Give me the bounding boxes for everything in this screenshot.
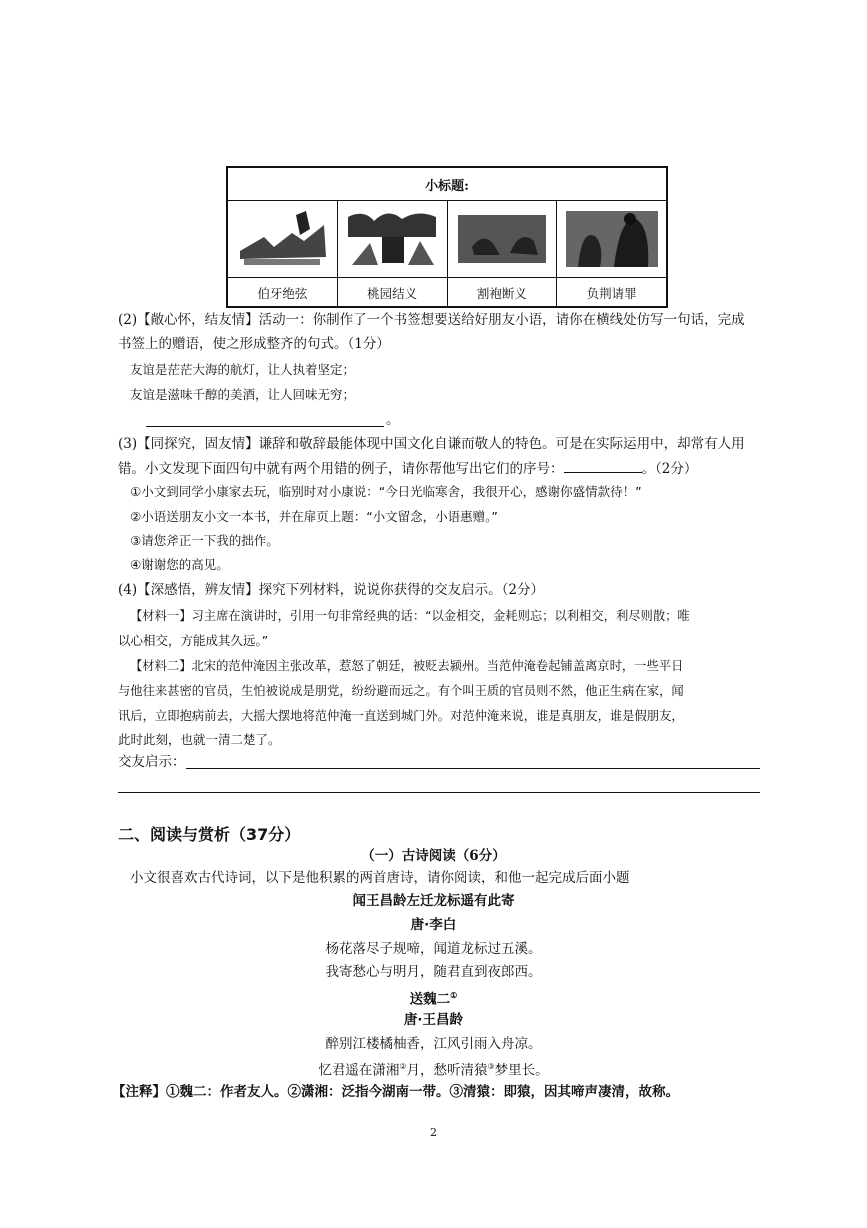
section2-subheading: （一）古诗阅读（6分） [361, 848, 506, 864]
q4-answer-line1[interactable] [186, 768, 760, 769]
poem2-line2-b: 月，愁听清猿 [406, 1062, 488, 1079]
subtitle-table [226, 166, 668, 308]
q4-material2-c: 讯后，立即抱病前去，大摇大摆地将范仲淹一直送到城门外。对范仲淹来说，谁是真朋友，谁是假朋友， [118, 709, 684, 723]
q2-line2: 书签上的赠语，使之形成整齐的句式。（1分） [118, 336, 390, 352]
q2-answer-line[interactable] [146, 426, 384, 427]
q3-option2: ②小语送朋友小文一本书，并在扉页上题：“小文留念，小语惠赠。” [130, 509, 498, 524]
poem2-line2-c: 梦里长。 [494, 1062, 549, 1079]
q2-sentence1: 友谊是茫茫大海的航灯，让人执着坚定； [130, 362, 356, 377]
poem2-line1: 醉别江楼橘柚香，江风引雨入舟凉。 [325, 1036, 542, 1052]
picture-gepao [448, 201, 558, 277]
poem1-title: 闻王昌龄左迁龙标遥有此寄 [352, 893, 515, 909]
q4-line1: (4)【深感悟，辨友情】探究下列材料，说说你获得的交友启示。（2分） [118, 582, 544, 598]
label-gepao: 割袍断义 [448, 278, 558, 308]
q3-answer-blank[interactable] [564, 458, 642, 473]
label-fujing: 负荆请罪 [586, 286, 637, 301]
section2-heading: 二、阅读与赏析（37分） [118, 825, 301, 844]
q3-option4: ④谢谢您的高见。 [130, 557, 229, 572]
q4-material2-d: 此时此刻，也就一清二楚了。 [118, 732, 281, 747]
poem2-title-note: ① [450, 990, 458, 1000]
table-picture-row [228, 201, 666, 278]
label-boya: 伯牙绝弦 [228, 278, 338, 308]
q2-line1: (2)【敞心怀，结友情】活动一：你制作了一个书签想要送给好朋友小语，请你在横线处仿写一句话，完成 [118, 312, 745, 328]
q3-option1: ①小文到同学小康家去玩，临别时对小康说：“今日光临寒舍，我很开心，感谢你盛情款待！” [130, 484, 642, 499]
q3-line2 [118, 458, 697, 479]
q3-line1: (3)【同探究，固友情】谦辞和敬辞最能体现中国文化自谦而敬人的特色。可是在实际运用中，却常有人用 [118, 436, 745, 452]
picture-boya [228, 201, 338, 277]
q3-option3: ③请您斧正一下我的拙作。 [130, 533, 279, 548]
poem1-line2: 我寄愁心与明月，随君直到夜郎西。 [325, 964, 542, 980]
poem2-author: 唐·王昌龄 [403, 1012, 464, 1028]
q2-sentence2: 友谊是滋味千醇的美酒，让人回味无穷； [130, 387, 356, 402]
table-label-row [228, 278, 666, 308]
q4-material1-b: 以心相交，方能成其久远。” [118, 633, 269, 648]
picture-fujing [557, 201, 666, 277]
illustration-gepao-image [454, 207, 550, 271]
label-taoyuan: 桃园结义 [338, 278, 448, 308]
q4-material2-b: 与他往来甚密的官员，生怕被说成是朋党，纷纷避而远之。有个叫王质的官员则不然，他正生病在家，闻 [118, 684, 684, 698]
illustration-fujing-image [564, 207, 660, 271]
picture-taoyuan [338, 201, 448, 277]
poem1-author: 唐·李白 [410, 917, 457, 933]
q2-answer-period: 。 [386, 412, 400, 428]
poem2-line2 [0, 1057, 867, 1081]
poem-annotations: 【注释】①魏二：作者友人。②潇湘：泛指今湖南一带。③清猿：即猿，因其啼声凄清，故称。 [112, 1084, 679, 1100]
table-title: 小标题: [228, 168, 666, 201]
q4-material1-a: 【材料一】习主席在演讲时，引用一句非常经典的话：“以金相交，金耗则忘；以利相交，利尽则散；唯 [130, 609, 690, 623]
section2-intro: 小文很喜欢古代诗词，以下是他积累的两首唐诗，请你阅读，和他一起完成后面小题 [130, 870, 630, 886]
poem2-note2-mark: ② [399, 1062, 407, 1071]
q3-line2-end: 。（2分） [641, 461, 698, 477]
q3-line2-text: 错。小文发现下面四句中就有两个用错的例子，请你帮他写出它们的序号： [118, 461, 564, 477]
q4-answer-label: 交友启示： [118, 754, 186, 770]
poem1-line1: 杨花落尽子规啼，闻道龙标过五溪。 [325, 941, 542, 957]
poem2-title-text: 送魏二 [409, 991, 451, 1008]
poem2-note3-mark: ③ [487, 1062, 495, 1071]
page-number: 2 [430, 1126, 437, 1139]
illustration-taoyuan-image [344, 207, 440, 271]
q4-answer-line2[interactable] [118, 792, 760, 793]
poem2-line2-a: 忆君遥在潇湘 [318, 1062, 400, 1079]
poem2-title [0, 985, 867, 1010]
illustration-boya-image [234, 207, 330, 271]
q4-material2-a: 【材料二】北宋的范仲淹因主张改革，惹怒了朝廷，被贬去颍州。当范仲淹卷起铺盖离京时，一些平日 [130, 659, 684, 673]
